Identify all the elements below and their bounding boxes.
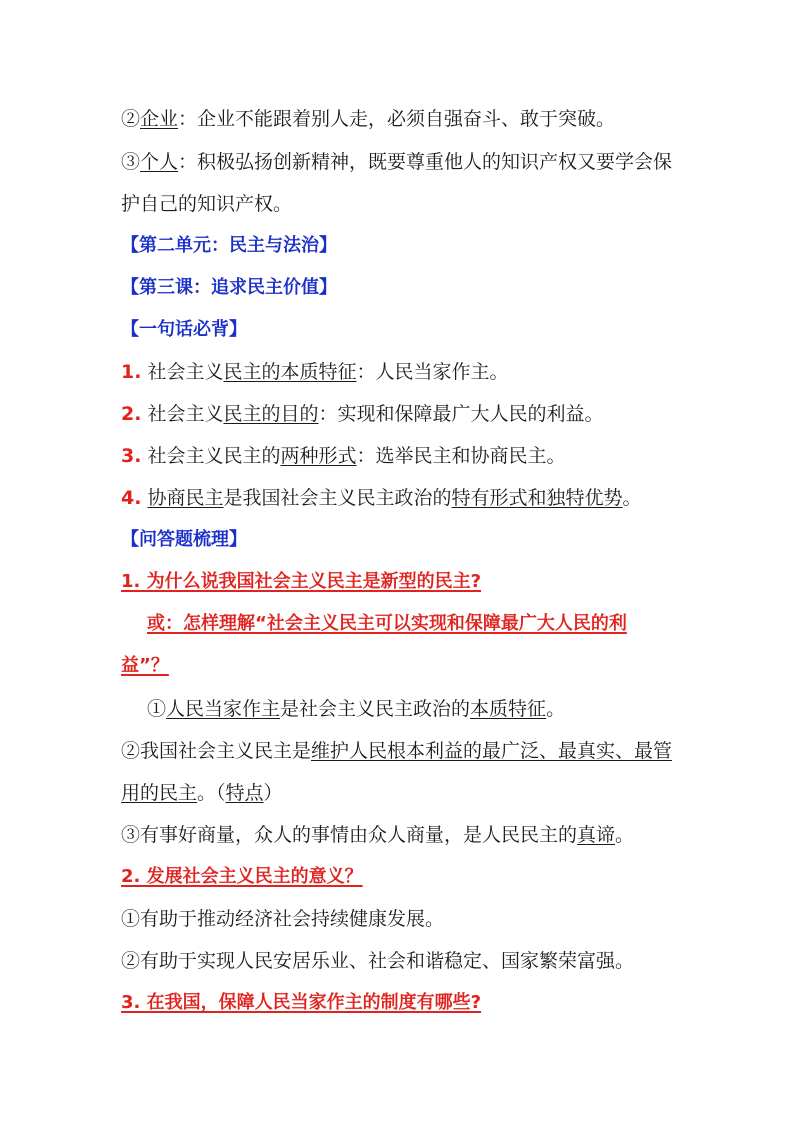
- key-term: 特点: [225, 782, 264, 804]
- text-line: [121, 106, 615, 132]
- list-marker: ②: [121, 108, 141, 130]
- point-number: 1.: [121, 361, 142, 383]
- text: ：实现和保障最广大人民的利益。: [318, 403, 604, 425]
- text: 。（: [197, 782, 226, 804]
- question-heading: 1. 为什么说我国社会主义民主是新型的民主?: [121, 571, 482, 592]
- key-term: 民主的目的: [223, 403, 319, 425]
- key-term: 两种形式: [280, 445, 357, 467]
- answer-line: [121, 738, 672, 764]
- answer-line: ②有助于实现人民安居乐业、社会和谐稳定、国家繁荣富强。: [121, 950, 635, 972]
- answer-line: [121, 822, 634, 848]
- key-term: 民主的本质特征: [223, 361, 357, 383]
- key-term: 本质特征: [470, 698, 547, 720]
- key-term: 真谛: [577, 824, 616, 846]
- section-heading: 【一句话必背】: [121, 319, 247, 340]
- text: 。: [622, 487, 642, 509]
- text: ③有事好商量，众人的事情由众人商量，是人民民主的: [121, 824, 578, 846]
- key-term: 企业: [140, 108, 179, 130]
- key-term: 特有形式和独特优势: [451, 487, 623, 509]
- text: ）: [263, 782, 283, 804]
- question-heading: 或：怎样理解“社会主义民主可以实现和保障最广大人民的利: [147, 613, 627, 634]
- point-number: 2.: [121, 403, 142, 425]
- text-line: [121, 149, 672, 175]
- point-line: [121, 359, 509, 385]
- key-term: 用的民主: [121, 782, 198, 804]
- key-term: 人民当家作主: [166, 698, 281, 720]
- point-line: [121, 485, 642, 511]
- answer-line: [121, 780, 283, 806]
- text: 。: [615, 824, 635, 846]
- text: 是社会主义民主政治的: [280, 698, 471, 720]
- text: 。: [546, 698, 566, 720]
- answer-line: ①有助于推动经济社会持续健康发展。: [121, 908, 445, 930]
- question-heading: 2. 发展社会主义民主的意义？: [121, 866, 363, 887]
- key-term: 维护人民根本利益的最广泛、最真实、最管: [311, 740, 673, 762]
- point-line: [121, 443, 566, 469]
- text: ：积极弘扬创新精神，既要尊重他人的知识产权又要学会保: [178, 151, 673, 173]
- answer-line: [147, 696, 565, 722]
- section-heading: 【问答题梳理】: [121, 529, 247, 550]
- point-number: 3.: [121, 445, 142, 467]
- key-term: 协商民主: [147, 487, 224, 509]
- list-marker: ③: [121, 151, 141, 173]
- text: 社会主义民主的: [141, 445, 281, 467]
- text: 护自己的知识产权。: [121, 193, 293, 215]
- text: ：企业不能跟着别人走，必须自强奋斗、敢于突破。: [178, 108, 616, 130]
- text: 社会主义: [141, 361, 224, 383]
- lesson-heading: 【第三课：追求民主价值】: [121, 277, 337, 298]
- text-line: [121, 191, 292, 217]
- key-term: 个人: [140, 151, 179, 173]
- text: 社会主义: [141, 403, 224, 425]
- text: 是我国社会主义民主政治的: [223, 487, 452, 509]
- unit-heading: 【第二单元：民主与法治】: [121, 235, 337, 256]
- text: ：选举民主和协商民主。: [356, 445, 566, 467]
- question-heading: 3. 在我国，保障人民当家作主的制度有哪些?: [121, 992, 482, 1013]
- text: ②我国社会主义民主是: [121, 740, 312, 762]
- text: ：人民当家作主。: [356, 361, 509, 383]
- question-heading: 益”？: [121, 655, 169, 676]
- list-marker: ①: [147, 698, 167, 720]
- point-line: [121, 401, 604, 427]
- point-number: 4.: [121, 487, 142, 509]
